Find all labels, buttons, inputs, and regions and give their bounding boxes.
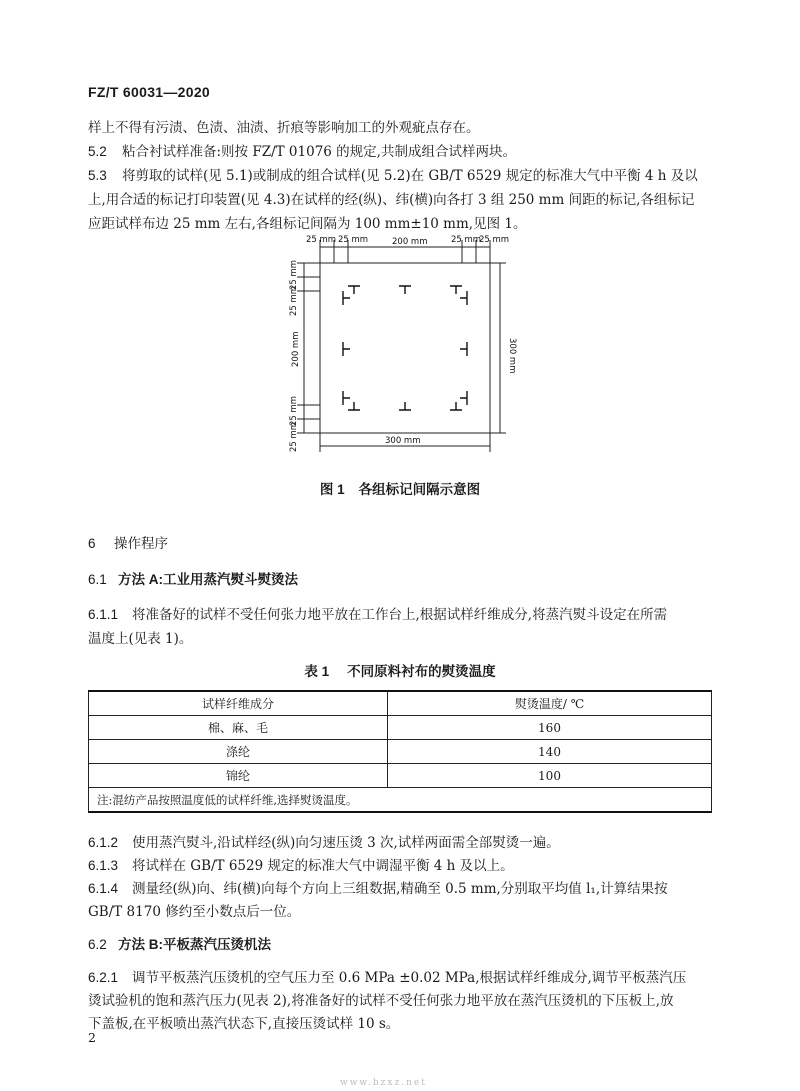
dim-top-1: 25 mm (306, 235, 337, 245)
clause-6-1-heading (88, 568, 728, 592)
table-row (89, 740, 712, 764)
table-row (89, 764, 712, 788)
clause-title: 方法 A:工业用蒸汽熨斗熨烫法 (118, 572, 298, 587)
clause-5-3-line2: 上,用合适的标记打印装置(见 4.3)在试样的经(纵)、纬(横)向各打 3 组 250 mm 间距的标记,各组标记 (88, 192, 695, 208)
clause-6-2-1-line2: 烫试验机的饱和蒸汽压力(见表 2),将准备好的试样不受任何张力地平放在蒸汽压烫机的下压板上,放 (88, 993, 674, 1009)
dim-left-1: 25 mm (289, 259, 299, 290)
clause-number: 6.2 (88, 937, 107, 952)
clause-number: 6.1.4 (88, 881, 119, 896)
table-note-row (89, 788, 712, 813)
table-header-temperature: 熨烫温度/ ℃ (388, 691, 712, 716)
table-cell-temperature: 140 (388, 740, 712, 764)
dim-left-4: 25 mm (289, 395, 299, 426)
clause-number: 5.3 (88, 168, 107, 183)
clause-number: 6.1.2 (88, 835, 119, 850)
table-cell-temperature: 160 (388, 716, 712, 740)
clause-5-3-line1 (88, 164, 728, 188)
clause-text: 粘合衬试样准备:则按 FZ/T 01076 的规定,共制成组合试样两块。 (122, 144, 516, 160)
clause-text: 将剪取的试样(见 5.1)或制成的组合试样(见 5.2)在 GB/T 6529 规定的标准大气中平衡 4 h 及以 (122, 168, 698, 184)
clause-number: 6.1 (88, 572, 107, 587)
table-cell-fiber: 涤纶 (89, 740, 388, 764)
section-6-heading (88, 532, 728, 556)
dim-bottom: 300 mm (385, 436, 421, 446)
figure-number: 图 1 (319, 482, 345, 497)
figure-title: 各组标记间隔示意图 (358, 482, 481, 497)
dim-top-2: 25 mm (338, 235, 369, 245)
dim-top-4: 25 mm (451, 235, 482, 245)
clause-6-1-4-line2: GB/T 8170 修约至小数点后一位。 (88, 904, 301, 920)
table-header-row (89, 691, 712, 716)
page-number: 2 (88, 1030, 96, 1045)
clause-5-3-line3: 应距试样布边 25 mm 左右,各组标记间隔为 100 mm±10 mm,见图 1。 (88, 216, 527, 232)
clause-6-1-1-line1 (88, 603, 728, 627)
clause-text: 将试样在 GB/T 6529 规定的标准大气中调湿平衡 4 h 及以上。 (132, 858, 514, 874)
clause-number: 6.1.1 (88, 607, 119, 622)
table-1 (88, 690, 712, 813)
paragraph-5-1-end: 样上不得有污渍、色渍、油渍、折痕等影响加工的外观疵点存在。 (88, 120, 480, 136)
table-title: 不同原料衬布的熨烫温度 (347, 664, 496, 679)
figure-1-diagram (270, 230, 530, 460)
dim-top-5: 25 mm (479, 235, 510, 245)
dim-left-3: 200 mm (291, 331, 301, 367)
clause-text: 使用蒸汽熨斗,沿试样经(纵)向匀速压烫 3 次,试样两面需全部熨烫一遍。 (132, 835, 560, 851)
marking-symbols (343, 286, 467, 410)
clause-number: 6.2.1 (88, 970, 119, 985)
clause-number: 6.1.3 (88, 858, 119, 873)
table-1-caption (0, 660, 800, 680)
clause-5-2 (88, 140, 728, 164)
dim-right: 300 mm (507, 338, 517, 374)
figure-1-caption (0, 478, 800, 498)
clause-6-2-1-line3: 下盖板,在平板喷出蒸汽状态下,直接压烫试样 10 s。 (88, 1016, 400, 1032)
table-row (89, 716, 712, 740)
clause-6-2-1-line1 (88, 966, 728, 990)
dim-left-5: 25 mm (289, 421, 299, 452)
clause-6-1-4-line1 (88, 877, 728, 901)
clause-6-1-2 (88, 831, 728, 855)
watermark-footer: www.bzxz.net (340, 1078, 427, 1088)
clause-title: 方法 B:平板蒸汽压烫机法 (118, 937, 271, 952)
table-cell-fiber: 棉、麻、毛 (89, 716, 388, 740)
clause-6-1-3 (88, 854, 728, 878)
clause-text: 调节平板蒸汽压烫机的空气压力至 0.6 MPa ±0.02 MPa,根据试样纤维成分,调节平板蒸汽压 (132, 970, 687, 986)
clause-6-2-heading (88, 933, 728, 957)
table-cell-fiber: 锦纶 (89, 764, 388, 788)
clause-6-1-1-line2: 温度上(见表 1)。 (88, 631, 193, 647)
clause-text: 将准备好的试样不受任何张力地平放在工作台上,根据试样纤维成分,将蒸汽熨斗设定在所需 (132, 607, 668, 623)
clause-text: 测量经(纵)向、纬(横)向每个方向上三组数据,精确至 0.5 mm,分别取平均值 l₁,计算结果按 (132, 881, 668, 897)
clause-number: 5.2 (88, 144, 107, 159)
table-header-fiber: 试样纤维成分 (89, 691, 388, 716)
dim-top-3: 200 mm (392, 237, 428, 247)
table-number: 表 1 (304, 664, 330, 679)
standard-code-header: FZ/T 60031—2020 (88, 84, 211, 100)
section-title: 操作程序 (114, 536, 168, 551)
table-cell-temperature: 100 (388, 764, 712, 788)
dim-left-2: 25 mm (289, 285, 299, 316)
table-note: 注:混纺产品按照温度低的试样纤维,选择熨烫温度。 (89, 788, 712, 813)
section-number: 6 (88, 536, 96, 551)
